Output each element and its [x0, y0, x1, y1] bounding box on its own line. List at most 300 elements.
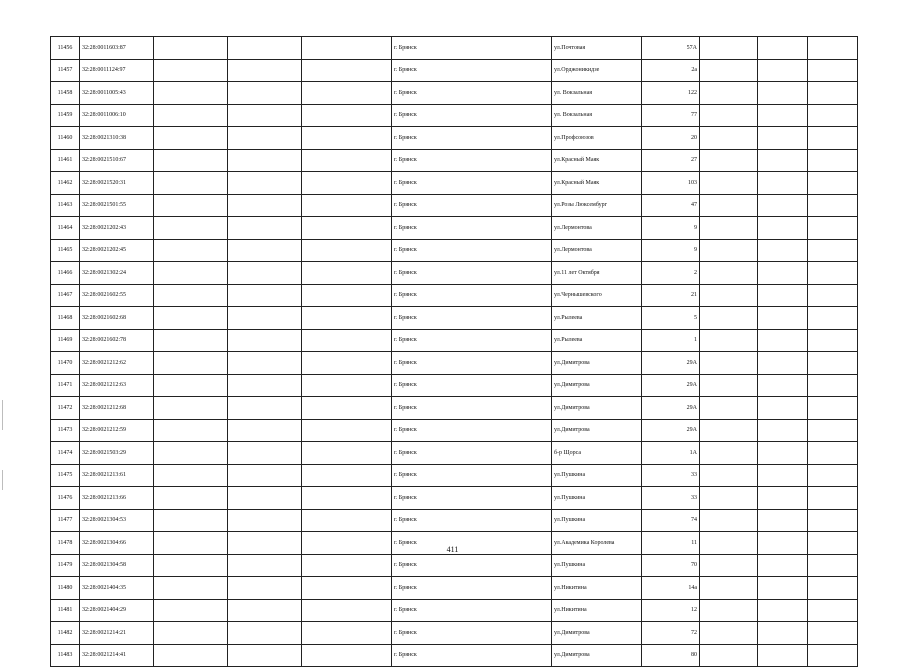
record-number-cell: 11465	[51, 239, 80, 262]
record-number-cell: 11471	[51, 374, 80, 397]
record-number-cell: 11456	[51, 37, 80, 60]
street-cell: ул.Почтовая	[552, 37, 642, 60]
city-cell: г. Брянск	[392, 577, 552, 600]
empty-cell	[228, 509, 302, 532]
city-cell: г. Брянск	[392, 352, 552, 375]
empty-cell	[700, 172, 758, 195]
table-row	[51, 82, 858, 105]
street-cell: ул.Красный Маяк	[552, 149, 642, 172]
table-row	[51, 262, 858, 285]
empty-cell	[700, 149, 758, 172]
table-row	[51, 577, 858, 600]
city-cell: г. Брянск	[392, 532, 552, 555]
cadastral-number-cell: 32:28:0021304:53	[80, 509, 154, 532]
street-cell: ул.Димитрова	[552, 419, 642, 442]
empty-cell	[700, 59, 758, 82]
empty-cell	[154, 37, 228, 60]
record-number-cell: 11483	[51, 644, 80, 667]
empty-cell	[154, 397, 228, 420]
street-cell: ул.Чернышевского	[552, 284, 642, 307]
house-number-cell: 103	[642, 172, 700, 195]
empty-cell	[758, 374, 808, 397]
empty-cell	[228, 284, 302, 307]
city-cell: г. Брянск	[392, 82, 552, 105]
empty-cell	[228, 442, 302, 465]
table-row	[51, 442, 858, 465]
empty-cell	[154, 329, 228, 352]
empty-cell	[228, 352, 302, 375]
empty-cell	[700, 419, 758, 442]
empty-cell	[302, 217, 392, 240]
empty-cell	[302, 59, 392, 82]
empty-cell	[302, 554, 392, 577]
empty-cell	[758, 397, 808, 420]
empty-cell	[154, 59, 228, 82]
page-number: 411	[446, 545, 459, 554]
empty-cell	[700, 329, 758, 352]
empty-cell	[154, 644, 228, 667]
empty-cell	[808, 509, 858, 532]
empty-cell	[700, 239, 758, 262]
empty-cell	[808, 397, 858, 420]
street-cell: ул.Лермонтова	[552, 239, 642, 262]
record-number-cell: 11460	[51, 127, 80, 150]
house-number-cell: 29А	[642, 397, 700, 420]
empty-cell	[228, 262, 302, 285]
house-number-cell: 12	[642, 599, 700, 622]
empty-cell	[154, 82, 228, 105]
record-number-cell: 11474	[51, 442, 80, 465]
table-row	[51, 194, 858, 217]
empty-cell	[302, 599, 392, 622]
house-number-cell: 5	[642, 307, 700, 330]
empty-cell	[758, 352, 808, 375]
record-number-cell: 11458	[51, 82, 80, 105]
empty-cell	[154, 554, 228, 577]
empty-cell	[228, 127, 302, 150]
empty-cell	[700, 262, 758, 285]
empty-cell	[228, 104, 302, 127]
street-cell: ул.Пушкина	[552, 554, 642, 577]
cadastral-number-cell: 32:28:0021302:24	[80, 262, 154, 285]
empty-cell	[228, 622, 302, 645]
city-cell: г. Брянск	[392, 509, 552, 532]
record-number-cell: 11466	[51, 262, 80, 285]
empty-cell	[228, 464, 302, 487]
house-number-cell: 57А	[642, 37, 700, 60]
empty-cell	[302, 239, 392, 262]
empty-cell	[758, 194, 808, 217]
empty-cell	[228, 37, 302, 60]
house-number-cell: 29А	[642, 352, 700, 375]
empty-cell	[154, 442, 228, 465]
empty-cell	[154, 622, 228, 645]
empty-cell	[808, 194, 858, 217]
empty-cell	[808, 577, 858, 600]
empty-cell	[700, 37, 758, 60]
empty-cell	[228, 149, 302, 172]
city-cell: г. Брянск	[392, 59, 552, 82]
record-number-cell: 11457	[51, 59, 80, 82]
empty-cell	[808, 217, 858, 240]
house-number-cell: 2а	[642, 59, 700, 82]
empty-cell	[154, 284, 228, 307]
street-cell: ул.Красный Маяк	[552, 172, 642, 195]
street-cell: ул.11 лет Октября	[552, 262, 642, 285]
record-number-cell: 11479	[51, 554, 80, 577]
empty-cell	[700, 622, 758, 645]
empty-cell	[154, 464, 228, 487]
empty-cell	[758, 82, 808, 105]
empty-cell	[758, 104, 808, 127]
street-cell: ул.Розы Люксембург	[552, 194, 642, 217]
empty-cell	[808, 149, 858, 172]
record-number-cell: 11482	[51, 622, 80, 645]
street-cell: ул. Вокзальная	[552, 104, 642, 127]
empty-cell	[154, 374, 228, 397]
street-cell: ул.Рылеева	[552, 329, 642, 352]
city-cell: г. Брянск	[392, 149, 552, 172]
empty-cell	[302, 307, 392, 330]
cadastral-number-cell: 32:28:0011124:97	[80, 59, 154, 82]
city-cell: г. Брянск	[392, 284, 552, 307]
empty-cell	[302, 442, 392, 465]
empty-cell	[228, 374, 302, 397]
street-cell: ул.Пушкина	[552, 464, 642, 487]
empty-cell	[700, 104, 758, 127]
register-table	[50, 36, 858, 667]
empty-cell	[228, 239, 302, 262]
cadastral-number-cell: 32:28:0021213:61	[80, 464, 154, 487]
empty-cell	[302, 419, 392, 442]
cadastral-number-cell: 32:28:0021214:41	[80, 644, 154, 667]
cadastral-number-cell: 32:28:0021501:55	[80, 194, 154, 217]
cadastral-number-cell: 32:28:0021212:63	[80, 374, 154, 397]
empty-cell	[758, 284, 808, 307]
record-number-cell: 11469	[51, 329, 80, 352]
empty-cell	[808, 37, 858, 60]
empty-cell	[154, 217, 228, 240]
house-number-cell: 9	[642, 217, 700, 240]
empty-cell	[808, 59, 858, 82]
empty-cell	[302, 149, 392, 172]
empty-cell	[700, 284, 758, 307]
empty-cell	[758, 172, 808, 195]
record-number-cell: 11470	[51, 352, 80, 375]
empty-cell	[302, 37, 392, 60]
empty-cell	[700, 352, 758, 375]
record-number-cell: 11464	[51, 217, 80, 240]
empty-cell	[758, 509, 808, 532]
house-number-cell: 9	[642, 239, 700, 262]
city-cell: г. Брянск	[392, 217, 552, 240]
empty-cell	[758, 599, 808, 622]
city-cell: г. Брянск	[392, 464, 552, 487]
cadastral-number-cell: 32:28:0021602:78	[80, 329, 154, 352]
record-number-cell: 11478	[51, 532, 80, 555]
city-cell: г. Брянск	[392, 329, 552, 352]
empty-cell	[154, 127, 228, 150]
cadastral-number-cell: 32:28:0021213:66	[80, 487, 154, 510]
empty-cell	[700, 487, 758, 510]
empty-cell	[302, 194, 392, 217]
empty-cell	[154, 352, 228, 375]
empty-cell	[700, 217, 758, 240]
table-row	[51, 307, 858, 330]
scan-margin-mark	[2, 470, 3, 490]
empty-cell	[808, 239, 858, 262]
table-row	[51, 149, 858, 172]
empty-cell	[758, 554, 808, 577]
record-number-cell: 11463	[51, 194, 80, 217]
empty-cell	[228, 194, 302, 217]
city-cell: г. Брянск	[392, 397, 552, 420]
record-number-cell: 11467	[51, 284, 80, 307]
cadastral-number-cell: 32:28:0011006:10	[80, 104, 154, 127]
empty-cell	[808, 82, 858, 105]
house-number-cell: 77	[642, 104, 700, 127]
street-cell: ул.Пушкина	[552, 509, 642, 532]
empty-cell	[808, 262, 858, 285]
city-cell: г. Брянск	[392, 442, 552, 465]
table-row	[51, 487, 858, 510]
empty-cell	[758, 239, 808, 262]
empty-cell	[700, 127, 758, 150]
table-row	[51, 374, 858, 397]
empty-cell	[302, 284, 392, 307]
empty-cell	[808, 172, 858, 195]
empty-cell	[228, 419, 302, 442]
empty-cell	[700, 464, 758, 487]
cadastral-number-cell: 32:28:0021212:68	[80, 397, 154, 420]
cadastral-number-cell: 32:28:0021214:21	[80, 622, 154, 645]
empty-cell	[302, 82, 392, 105]
table-row	[51, 419, 858, 442]
empty-cell	[758, 577, 808, 600]
house-number-cell: 2	[642, 262, 700, 285]
record-number-cell: 11472	[51, 397, 80, 420]
empty-cell	[758, 37, 808, 60]
house-number-cell: 21	[642, 284, 700, 307]
cadastral-number-cell: 32:28:0021404:35	[80, 577, 154, 600]
house-number-cell: 20	[642, 127, 700, 150]
table-row	[51, 127, 858, 150]
house-number-cell: 14а	[642, 577, 700, 600]
empty-cell	[154, 262, 228, 285]
empty-cell	[228, 397, 302, 420]
city-cell: г. Брянск	[392, 172, 552, 195]
empty-cell	[758, 127, 808, 150]
house-number-cell: 33	[642, 464, 700, 487]
empty-cell	[700, 82, 758, 105]
record-number-cell: 11468	[51, 307, 80, 330]
table-row	[51, 329, 858, 352]
empty-cell	[700, 554, 758, 577]
empty-cell	[228, 599, 302, 622]
empty-cell	[154, 419, 228, 442]
empty-cell	[302, 352, 392, 375]
city-cell: г. Брянск	[392, 307, 552, 330]
city-cell: г. Брянск	[392, 194, 552, 217]
empty-cell	[154, 149, 228, 172]
empty-cell	[154, 307, 228, 330]
empty-cell	[758, 217, 808, 240]
city-cell: г. Брянск	[392, 554, 552, 577]
empty-cell	[302, 509, 392, 532]
empty-cell	[758, 59, 808, 82]
house-number-cell: 72	[642, 622, 700, 645]
city-cell: г. Брянск	[392, 419, 552, 442]
cadastral-number-cell: 32:28:0021212:62	[80, 352, 154, 375]
table-row	[51, 397, 858, 420]
street-cell: б-р Щорса	[552, 442, 642, 465]
house-number-cell: 27	[642, 149, 700, 172]
empty-cell	[700, 194, 758, 217]
empty-cell	[228, 329, 302, 352]
empty-cell	[700, 307, 758, 330]
record-number-cell: 11462	[51, 172, 80, 195]
scan-margin-mark	[2, 400, 3, 430]
city-cell: г. Брянск	[392, 599, 552, 622]
cadastral-number-cell: 32:28:0021202:43	[80, 217, 154, 240]
house-number-cell: 1	[642, 329, 700, 352]
city-cell: г. Брянск	[392, 104, 552, 127]
city-cell: г. Брянск	[392, 487, 552, 510]
street-cell: ул.Димитрова	[552, 352, 642, 375]
cadastral-number-cell: 32:28:0021602:55	[80, 284, 154, 307]
empty-cell	[154, 577, 228, 600]
table-row	[51, 104, 858, 127]
empty-cell	[302, 104, 392, 127]
street-cell: ул.Димитрова	[552, 397, 642, 420]
empty-cell	[302, 577, 392, 600]
house-number-cell: 70	[642, 554, 700, 577]
empty-cell	[154, 599, 228, 622]
empty-cell	[228, 59, 302, 82]
empty-cell	[758, 487, 808, 510]
cadastral-number-cell: 32:28:0011603:87	[80, 37, 154, 60]
empty-cell	[758, 442, 808, 465]
empty-cell	[302, 464, 392, 487]
cadastral-number-cell: 32:28:0021212:59	[80, 419, 154, 442]
empty-cell	[700, 397, 758, 420]
cadastral-number-cell: 32:28:0021510:67	[80, 149, 154, 172]
cadastral-number-cell: 32:28:0021503:29	[80, 442, 154, 465]
cadastral-number-cell: 32:28:0021404:29	[80, 599, 154, 622]
empty-cell	[228, 487, 302, 510]
street-cell: ул.Никитина	[552, 577, 642, 600]
street-cell: ул.Профсоюзов	[552, 127, 642, 150]
house-number-cell: 33	[642, 487, 700, 510]
empty-cell	[302, 262, 392, 285]
table-row	[51, 172, 858, 195]
house-number-cell: 80	[642, 644, 700, 667]
empty-cell	[758, 464, 808, 487]
empty-cell	[228, 217, 302, 240]
table-row	[51, 37, 858, 60]
record-number-cell: 11480	[51, 577, 80, 600]
house-number-cell: 47	[642, 194, 700, 217]
record-number-cell: 11476	[51, 487, 80, 510]
register-table-body	[51, 37, 858, 667]
city-cell: г. Брянск	[392, 239, 552, 262]
cadastral-number-cell: 32:28:0021602:68	[80, 307, 154, 330]
cadastral-number-cell: 32:28:0021202:45	[80, 239, 154, 262]
street-cell: ул.Димитрова	[552, 622, 642, 645]
city-cell: г. Брянск	[392, 127, 552, 150]
cadastral-number-cell: 32:28:0021310:38	[80, 127, 154, 150]
table-row	[51, 464, 858, 487]
empty-cell	[228, 82, 302, 105]
table-row	[51, 352, 858, 375]
empty-cell	[302, 644, 392, 667]
empty-cell	[758, 329, 808, 352]
empty-cell	[808, 127, 858, 150]
house-number-cell: 29А	[642, 419, 700, 442]
empty-cell	[758, 644, 808, 667]
table-row	[51, 622, 858, 645]
record-number-cell: 11477	[51, 509, 80, 532]
empty-cell	[700, 644, 758, 667]
empty-cell	[758, 262, 808, 285]
table-row	[51, 239, 858, 262]
empty-cell	[228, 554, 302, 577]
empty-cell	[154, 104, 228, 127]
empty-cell	[154, 509, 228, 532]
empty-cell	[808, 599, 858, 622]
house-number-cell: 29А	[642, 374, 700, 397]
record-number-cell: 11481	[51, 599, 80, 622]
empty-cell	[808, 442, 858, 465]
empty-cell	[154, 239, 228, 262]
empty-cell	[758, 307, 808, 330]
empty-cell	[808, 284, 858, 307]
city-cell: г. Брянск	[392, 37, 552, 60]
empty-cell	[154, 172, 228, 195]
empty-cell	[808, 464, 858, 487]
table-row	[51, 284, 858, 307]
empty-cell	[808, 104, 858, 127]
cadastral-number-cell: 32:28:0021520:31	[80, 172, 154, 195]
empty-cell	[758, 622, 808, 645]
empty-cell	[154, 194, 228, 217]
empty-cell	[154, 487, 228, 510]
empty-cell	[228, 307, 302, 330]
house-number-cell: 11	[642, 532, 700, 555]
street-cell: ул.Димитрова	[552, 374, 642, 397]
empty-cell	[758, 419, 808, 442]
street-cell: ул.Лермонтова	[552, 217, 642, 240]
empty-cell	[700, 509, 758, 532]
empty-cell	[228, 172, 302, 195]
table-row	[51, 59, 858, 82]
cadastral-number-cell: 32:28:0021304:66	[80, 532, 154, 555]
record-number-cell: 11461	[51, 149, 80, 172]
empty-cell	[228, 577, 302, 600]
city-cell: г. Брянск	[392, 622, 552, 645]
record-number-cell: 11475	[51, 464, 80, 487]
record-number-cell: 11473	[51, 419, 80, 442]
table-row	[51, 599, 858, 622]
street-cell: ул.Рылеева	[552, 307, 642, 330]
empty-cell	[700, 577, 758, 600]
empty-cell	[228, 644, 302, 667]
empty-cell	[302, 397, 392, 420]
table-row	[51, 217, 858, 240]
table-row	[51, 509, 858, 532]
empty-cell	[808, 374, 858, 397]
empty-cell	[808, 644, 858, 667]
